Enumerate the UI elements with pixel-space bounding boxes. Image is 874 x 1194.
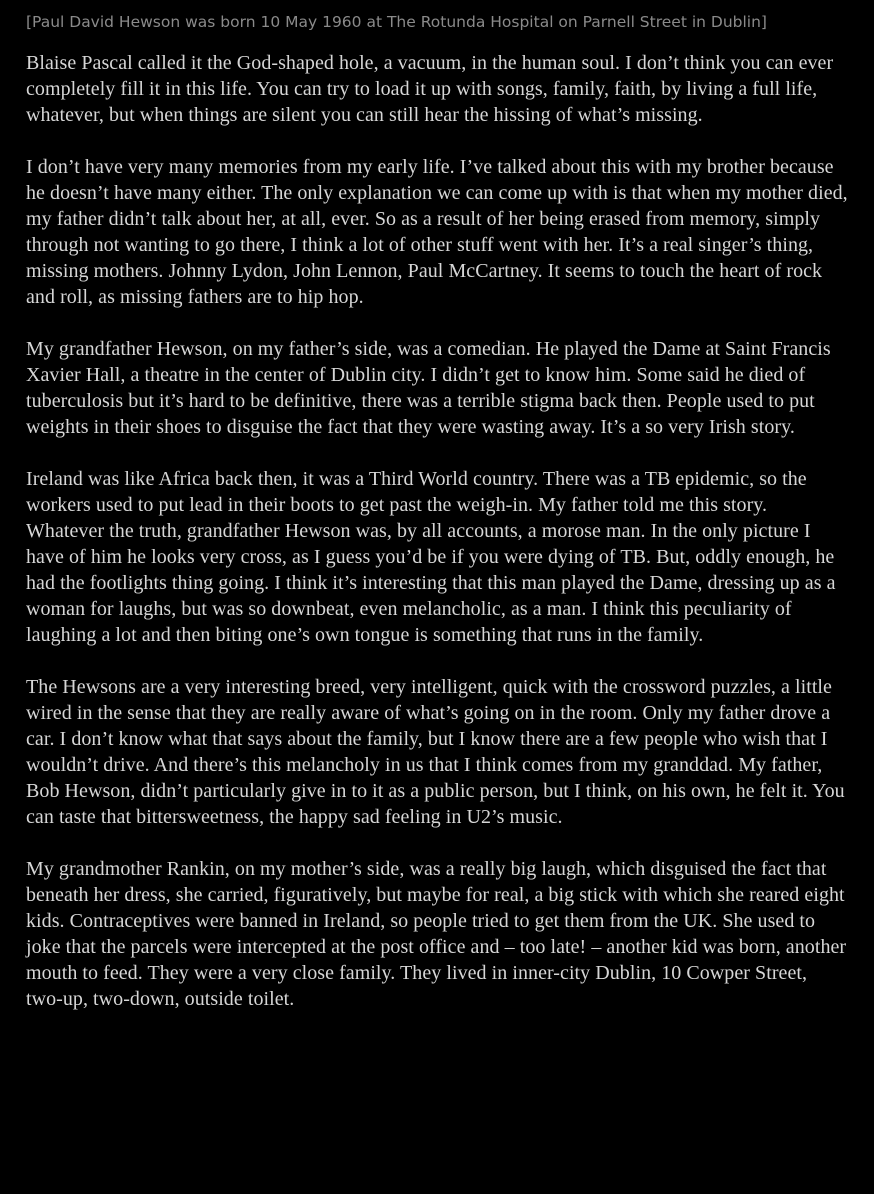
paragraph-2: I don’t have very many memories from my early life. I’ve talked about this with my brother because he doesn’t have many either. The only explanation we can come up with is that when my mother died, my father didn’t talk about her, at all, ever. So as a result of her being erased from memory, simply through not wanting to go there, I think a lot of other stuff went with her. It’s a real singer’s thing, missing mothers. Johnny Lydon, John Lennon, Paul McCartney. It seems to touch the heart of rock and roll, as missing fathers are to hip hop. [26,156,848,308]
paragraph-1: Blaise Pascal called it the God-shaped hole, a vacuum, in the human soul. I don’t think you can ever completely fill it in this life. You can try to load it up with songs, family, faith, by living a full life, whatever, but when things are silent you can still hear the hissing of what’s missing. [26,52,834,126]
paragraph-6: My grandmother Rankin, on my mother’s side, was a really big laugh, which disguised the fact that beneath her dress, she carried, figuratively, but maybe for real, a big stick with which she reared eight kids. Contraceptives were banned in Ireland, so people tried to get them from the UK. She used to joke that the parcels were intercepted at the post office and – too late! – another kid was born, another mouth to feed. They were a very close family. They lived in inner-city Dublin, 10 Cowper Street, two-up, two-down, outside toilet. [26,858,847,1010]
paragraph-3: My grandfather Hewson, on my father’s side, was a comedian. He played the Dame at Saint Francis Xavier Hall, a theatre in the center of Dublin city. I didn’t get to know him. Some said he died of tuberculosis but it’s hard to be definitive, there was a terrible stigma back then. People used to put weights in their shoes to disguise the fact that they were wasting away. It’s a so very Irish story. [26,338,831,438]
paragraph-5: The Hewsons are a very interesting breed, very intelligent, quick with the crossword puzzles, a little wired in the sense that they are really aware of what’s going on in the room. Only my father drove a car. I don’t know what that says about the family, but I know there are a few people who wish that I wouldn’t drive. And there’s this melancholy in us that I think comes from my granddad. My father, Bob Hewson, didn’t particularly give in to it as a public person, but I think, on his own, he felt it. You can taste that bittersweetness, the happy sad feeling in U2’s music. [26,676,845,828]
caption: [Paul David Hewson was born 10 May 1960 at The Rotunda Hospital on Parnell Street in Dublin] [26,13,767,31]
paragraph-4: Ireland was like Africa back then, it was a Third World country. There was a TB epidemic, so the workers used to put lead in their boots to get past the weigh-in. My father told me this story. Whatever the truth, grandfather Hewson was, by all accounts, a morose man. In the only picture I have of him he looks very cross, as I guess you’d be if you were dying of TB. But, oddly enough, he had the footlights thing going. I think it’s interesting that this man played the Dame, dressing up as a woman for laughs, but was so downbeat, even melancholic, as a man. I think this peculiarity of laughing a lot and then biting one’s own tongue is something that runs in the family. [26,468,836,646]
